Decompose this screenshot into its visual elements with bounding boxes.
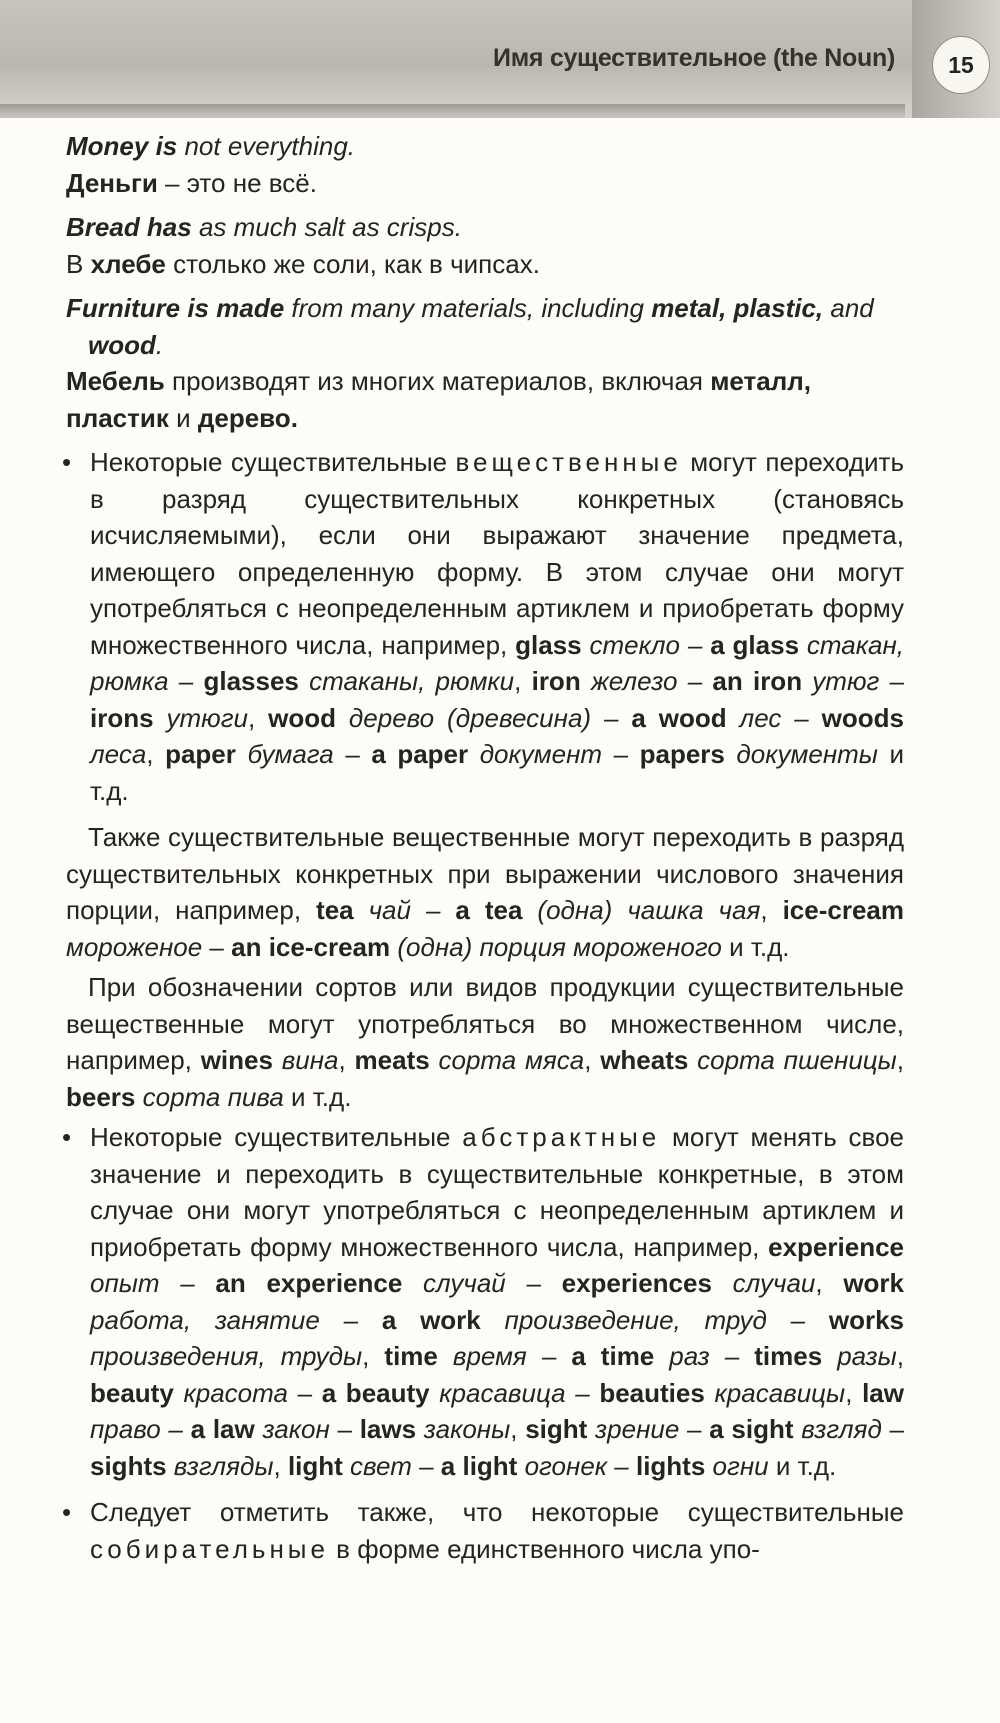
gloss: мороженое – bbox=[66, 931, 232, 962]
gloss: право – bbox=[90, 1414, 191, 1444]
term: beers bbox=[66, 1081, 136, 1112]
gloss: огонек – bbox=[517, 1450, 636, 1481]
gloss: время – bbox=[437, 1341, 572, 1371]
example-3-en-and: and bbox=[823, 293, 874, 323]
text: , bbox=[248, 702, 269, 733]
term: lights bbox=[635, 1450, 706, 1481]
term: a time bbox=[571, 1341, 655, 1371]
term: experience bbox=[768, 1231, 904, 1262]
text: Следует отметить также, что некоторые существительные bbox=[90, 1497, 904, 1527]
text: , bbox=[896, 1045, 905, 1075]
text: При обозначении сортов или видов продукции существительные вещественные могут употребляться во множественном числе, например, bbox=[66, 972, 904, 1075]
gloss: леса bbox=[90, 739, 147, 769]
term: work bbox=[843, 1268, 904, 1298]
term: beauties bbox=[599, 1377, 705, 1408]
gloss: закон – bbox=[254, 1414, 360, 1444]
gloss: взгляд – bbox=[793, 1414, 905, 1444]
term: an experience bbox=[215, 1268, 403, 1298]
bullet-dot: • bbox=[62, 1497, 72, 1527]
gloss: зрение – bbox=[587, 1414, 710, 1444]
gloss: законы bbox=[416, 1414, 511, 1444]
page-body bbox=[62, 128, 905, 1577]
example-1-english bbox=[66, 128, 904, 165]
gloss: раз – bbox=[654, 1341, 755, 1371]
gloss: документы bbox=[724, 739, 878, 769]
text: , bbox=[760, 895, 783, 925]
example-2-en-rest: as much salt as crisps. bbox=[191, 212, 462, 242]
bullet-dot: • bbox=[62, 1122, 72, 1152]
term: a law bbox=[190, 1414, 255, 1444]
term: beauty bbox=[90, 1377, 174, 1408]
bullet-dot: • bbox=[62, 447, 72, 477]
text: могут менять свое значение и переходить в существительные конкретные, в этом случае они могут употребляться с неопределенным артиклем и приобретать форму множественного числа, например, bbox=[90, 1122, 904, 1262]
example-1-en-bold: Money is bbox=[66, 131, 178, 161]
term: a paper bbox=[371, 739, 469, 769]
text: , bbox=[338, 1045, 355, 1075]
gloss: (одна) порция мороженого bbox=[390, 931, 722, 962]
page-header bbox=[0, 0, 1000, 118]
gloss: произведения, труды bbox=[90, 1341, 363, 1371]
term: a wood bbox=[631, 702, 727, 733]
example-2-ru-bold: хлебе bbox=[90, 248, 166, 279]
term: time bbox=[384, 1341, 438, 1371]
example-3-en-bold-wood: wood bbox=[88, 329, 156, 360]
text: , bbox=[815, 1268, 844, 1298]
term: experiences bbox=[561, 1268, 712, 1298]
term: glasses bbox=[203, 666, 299, 696]
term: wines bbox=[200, 1045, 273, 1075]
term: woods bbox=[821, 702, 904, 733]
text: , bbox=[510, 1414, 526, 1444]
gloss: бумага – bbox=[235, 739, 372, 769]
text: , bbox=[273, 1450, 288, 1481]
gloss: лес – bbox=[726, 702, 822, 733]
term: paper bbox=[165, 739, 236, 769]
term: papers bbox=[639, 739, 725, 769]
text: Некоторые существительные bbox=[90, 1122, 463, 1152]
page-number: 15 bbox=[932, 36, 990, 94]
text: и т.д. bbox=[768, 1450, 837, 1481]
gloss: (одна) чашка чая bbox=[522, 895, 761, 925]
spaced-term: вещественные bbox=[455, 447, 682, 477]
text: Некоторые существительные bbox=[90, 447, 456, 477]
example-1-ru-bold: Деньги bbox=[66, 167, 158, 198]
term: a light bbox=[440, 1450, 518, 1481]
example-3-ru-bold-wood: дерево. bbox=[197, 402, 298, 433]
gloss: дерево (древесина) – bbox=[336, 702, 632, 733]
gloss: красавицы bbox=[704, 1377, 846, 1408]
gloss: случаи bbox=[711, 1268, 816, 1298]
text: и т.д. bbox=[283, 1081, 352, 1112]
text: , bbox=[362, 1341, 385, 1371]
term: an iron bbox=[712, 666, 803, 696]
term: tea bbox=[316, 895, 354, 925]
gloss: стакан, рюмка – bbox=[90, 629, 905, 696]
text: , bbox=[584, 1045, 601, 1075]
gloss: стекло – bbox=[581, 629, 711, 660]
gloss: железо – bbox=[580, 666, 713, 696]
text: и т.д. bbox=[90, 739, 904, 806]
term: an ice-cream bbox=[231, 931, 391, 962]
bullet-material-nouns bbox=[62, 444, 905, 809]
gloss: стаканы, рюмки bbox=[298, 666, 515, 696]
term: iron bbox=[531, 666, 581, 696]
term: works bbox=[828, 1304, 904, 1335]
term: irons bbox=[90, 702, 154, 733]
spaced-term: абстрактные bbox=[462, 1122, 661, 1152]
term: wood bbox=[268, 702, 337, 733]
running-head-title: Имя существительное (the Noun) bbox=[493, 44, 895, 72]
paragraph-sorts-types bbox=[66, 969, 904, 1115]
gloss: разы bbox=[822, 1341, 897, 1371]
example-3-en-bold: Furniture is made bbox=[66, 293, 285, 323]
gloss: красавица – bbox=[429, 1377, 600, 1408]
spaced-term: собирательные bbox=[90, 1533, 329, 1564]
gloss: работа, занятие – bbox=[90, 1304, 382, 1335]
gloss: огни bbox=[705, 1450, 769, 1481]
term: law bbox=[862, 1377, 904, 1408]
bullet-abstract-nouns bbox=[62, 1119, 905, 1484]
example-3-ru-bold-materials: металл, пластик bbox=[66, 366, 812, 433]
text: в форме единственного числа упо- bbox=[328, 1533, 760, 1564]
gloss: случай – bbox=[402, 1268, 562, 1298]
gloss: произведение, труд – bbox=[480, 1304, 829, 1335]
text: могут переходить в разряд существительных конкретных (становясь исчисляемыми), если они выражают значение предмета, имеющего определенную форму. В этом случае они могут употребляться с неопределенным артиклем и приобретать форму множественного числа, например, bbox=[90, 447, 904, 660]
example-2-ru-pre: В bbox=[66, 248, 91, 279]
example-3-en-text: from many materials, including bbox=[284, 293, 652, 323]
text: , bbox=[896, 1341, 904, 1371]
term: light bbox=[287, 1450, 343, 1481]
gloss: опыт – bbox=[90, 1268, 216, 1298]
term: sights bbox=[90, 1450, 167, 1481]
gloss: сорта мяса bbox=[429, 1045, 585, 1075]
text: и т.д. bbox=[721, 931, 790, 962]
gloss: сорта пшеницы bbox=[688, 1045, 897, 1075]
bullet-collective-nouns bbox=[62, 1494, 904, 1567]
example-1-en-rest: not everything. bbox=[177, 131, 356, 161]
term: meats bbox=[354, 1045, 430, 1075]
example-3-russian bbox=[66, 363, 904, 436]
example-3-en-bold-materials: metal, plastic, bbox=[651, 293, 824, 323]
example-2-russian bbox=[66, 246, 904, 283]
gloss: документ – bbox=[468, 739, 640, 769]
gloss: утюги bbox=[153, 702, 248, 733]
example-3-en-period: . bbox=[155, 329, 164, 360]
text: , bbox=[146, 739, 166, 769]
example-2-english bbox=[66, 209, 904, 246]
term: a work bbox=[381, 1304, 481, 1335]
example-2-en-bold: Bread has bbox=[66, 212, 192, 242]
example-2-ru-rest: столько же соли, как в чипсах. bbox=[165, 248, 540, 279]
gloss: красота – bbox=[173, 1377, 322, 1408]
term: a beauty bbox=[321, 1377, 430, 1408]
text: , bbox=[845, 1377, 863, 1408]
term: a tea bbox=[455, 895, 523, 925]
example-3-ru-and: и bbox=[168, 402, 198, 433]
term: a sight bbox=[709, 1414, 794, 1444]
text: , bbox=[514, 666, 532, 696]
gloss: чай – bbox=[353, 895, 456, 925]
example-3-english bbox=[66, 290, 904, 363]
gloss: сорта пива bbox=[135, 1081, 284, 1112]
header-shadow-strip bbox=[0, 104, 905, 118]
term: a glass bbox=[710, 629, 800, 660]
gloss: утюг – bbox=[802, 666, 905, 696]
paragraph-portion-meaning bbox=[66, 819, 904, 965]
example-3-ru-text: производят из многих материалов, включая bbox=[164, 366, 711, 396]
text: Также существительные вещественные могут переходить в разряд существительных конкретных при выражении числового значения порции, например, bbox=[66, 822, 904, 925]
term: laws bbox=[359, 1414, 417, 1444]
example-3-ru-bold: Мебель bbox=[66, 366, 165, 396]
example-1-russian bbox=[66, 165, 904, 202]
term: wheats bbox=[600, 1045, 689, 1075]
gloss: свет – bbox=[342, 1450, 441, 1481]
term: glass bbox=[515, 629, 582, 660]
term: sight bbox=[525, 1414, 588, 1444]
term: ice-cream bbox=[782, 895, 904, 925]
term: times bbox=[754, 1341, 823, 1371]
gloss: вина bbox=[272, 1045, 339, 1075]
example-1-ru-rest: – это не всё. bbox=[157, 167, 317, 198]
gloss: взгляды bbox=[166, 1450, 274, 1481]
